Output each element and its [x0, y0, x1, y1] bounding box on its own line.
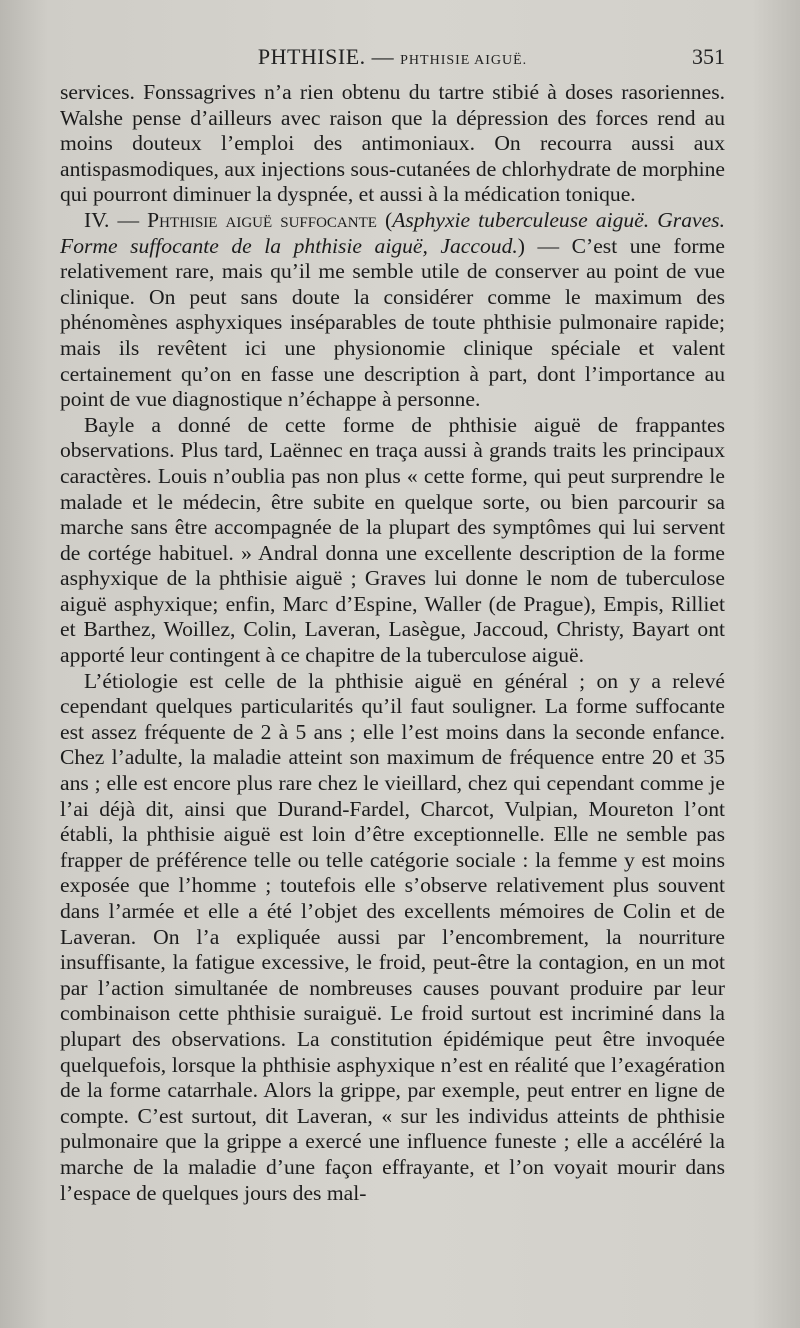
body-text: [60, 80, 725, 1206]
paragraph-2: [60, 208, 725, 413]
running-title: [60, 44, 725, 70]
running-header: [60, 44, 725, 74]
page-number: 351: [692, 44, 725, 69]
section-text: — C’est une forme relativement rare, mais qu’il me semble utile de conserver au point de vue clinique. On peut sans doute la considérer comme le maximum des phénomènes asphyxiques inséparables de toute phthisie pulmonaire rapide; mais ils revêtent ici une physionomie clinique spéciale et valent certainement qu’on en fasse une description à part, dont l’importance au point de vue diagnostique n’échappe à personne.: [60, 233, 725, 412]
running-title-main: PHTHISIE.: [257, 44, 366, 69]
paragraph-3: Bayle a donné de cette forme de phthisie aiguë de frappantes observations. Plus tard, Laënnec en traça aussi à grands traits les principaux caractères. Louis n’oublia pas non plus « cette forme, qui peut surprendre le malade et le médecin, être subite en quelque sorte, ou bien parcourir sa marche sans être accompagnée de la plupart des symptômes qui lui servent de cortége habituel. » Andral donna une excellente description de la forme asphyxique de la phthisie aiguë ; Graves lui donne le nom de tuberculose aiguë asphyxique; enfin, Marc d’Espine, Waller (de Prague), Empis, Rilliet et Barthez, Woillez, Colin, Laveran, Lasègue, Jaccoud, Christy, Bayart ont apporté leur contingent à ce chapitre de la tuberculose aiguë.: [60, 412, 725, 668]
section-heading: Phthisie aiguë suffocante: [147, 207, 377, 232]
running-title-dash: —: [371, 44, 395, 69]
open-paren: (: [384, 207, 393, 232]
paragraph-4: L’étiologie est celle de la phthisie aiguë en général ; on y a relevé cependant quelques particularités qu’il faut souligner. La forme suffocante est assez fréquente de 2 à 5 ans ; elle l’est moins dans la seconde enfance. Chez l’adulte, la maladie atteint son maximum de fréquence entre 20 et 35 ans ; elle est encore plus rare chez le vieillard, chez qui cependant comme je l’ai déjà dit, ainsi que Durand-Fardel, Charcot, Vulpian, Moureton l’ont établi, la phthisie aiguë est loin d’être exceptionnelle. Elle ne semble pas frapper de préférence telle ou telle catégorie sociale : la femme y est moins exposée que l’homme ; toutefois elle s’observe relativement plus souvent dans l’armée et elle a été l’objet des excellents mémoires de Colin et de Laveran. On l’a expliquée aussi par l’encombrement, la nourriture insuffisante, la fatigue excessive, le froid, peut-être la contagion, en un mot par l’action simultanée de nombreuses causes pouvant produire par leur combinaison cette phthisie suraiguë. Le froid surtout est incriminé dans la plupart des observations. La constitution épidémique peut être invoquée quelquefois, lorsque la phthisie asphyxique n’est en réalité que l’exagération de la forme catarrhale. Alors la grippe, par exemple, peut entrer en ligne de compte. C’est surtout, dit Laveran, « sur les individus atteints de phthisie pulmonaire que la grippe a exercé une influence funeste ; elle a accéléré la marche de la maladie d’une façon effrayante, et l’on voyait mourir dans l’espace de quelques jours des mal-: [60, 668, 725, 1205]
running-title-sub: PHTHISIE AIGUË.: [400, 53, 528, 68]
close-paren: ): [517, 233, 525, 258]
paragraph-1: services. Fonssagrives n’a rien obtenu du tartre stibié à doses rasoriennes. Walshe pense d’ailleurs avec raison que la dépression des forces rend au moins douteux l’emploi des antimoniaux. On recourra aussi aux antispasmodiques, aux injections sous-cutanées de chlorhydrate de morphine qui pourront diminuer la dyspnée, et aussi à la médication tonique.: [60, 80, 725, 207]
section-number: IV. —: [84, 207, 140, 232]
section-synonyms: Asphyxie tuberculeuse aiguë. Graves. Forme suffocante de la phthisie aiguë, Jaccoud.: [60, 207, 725, 258]
